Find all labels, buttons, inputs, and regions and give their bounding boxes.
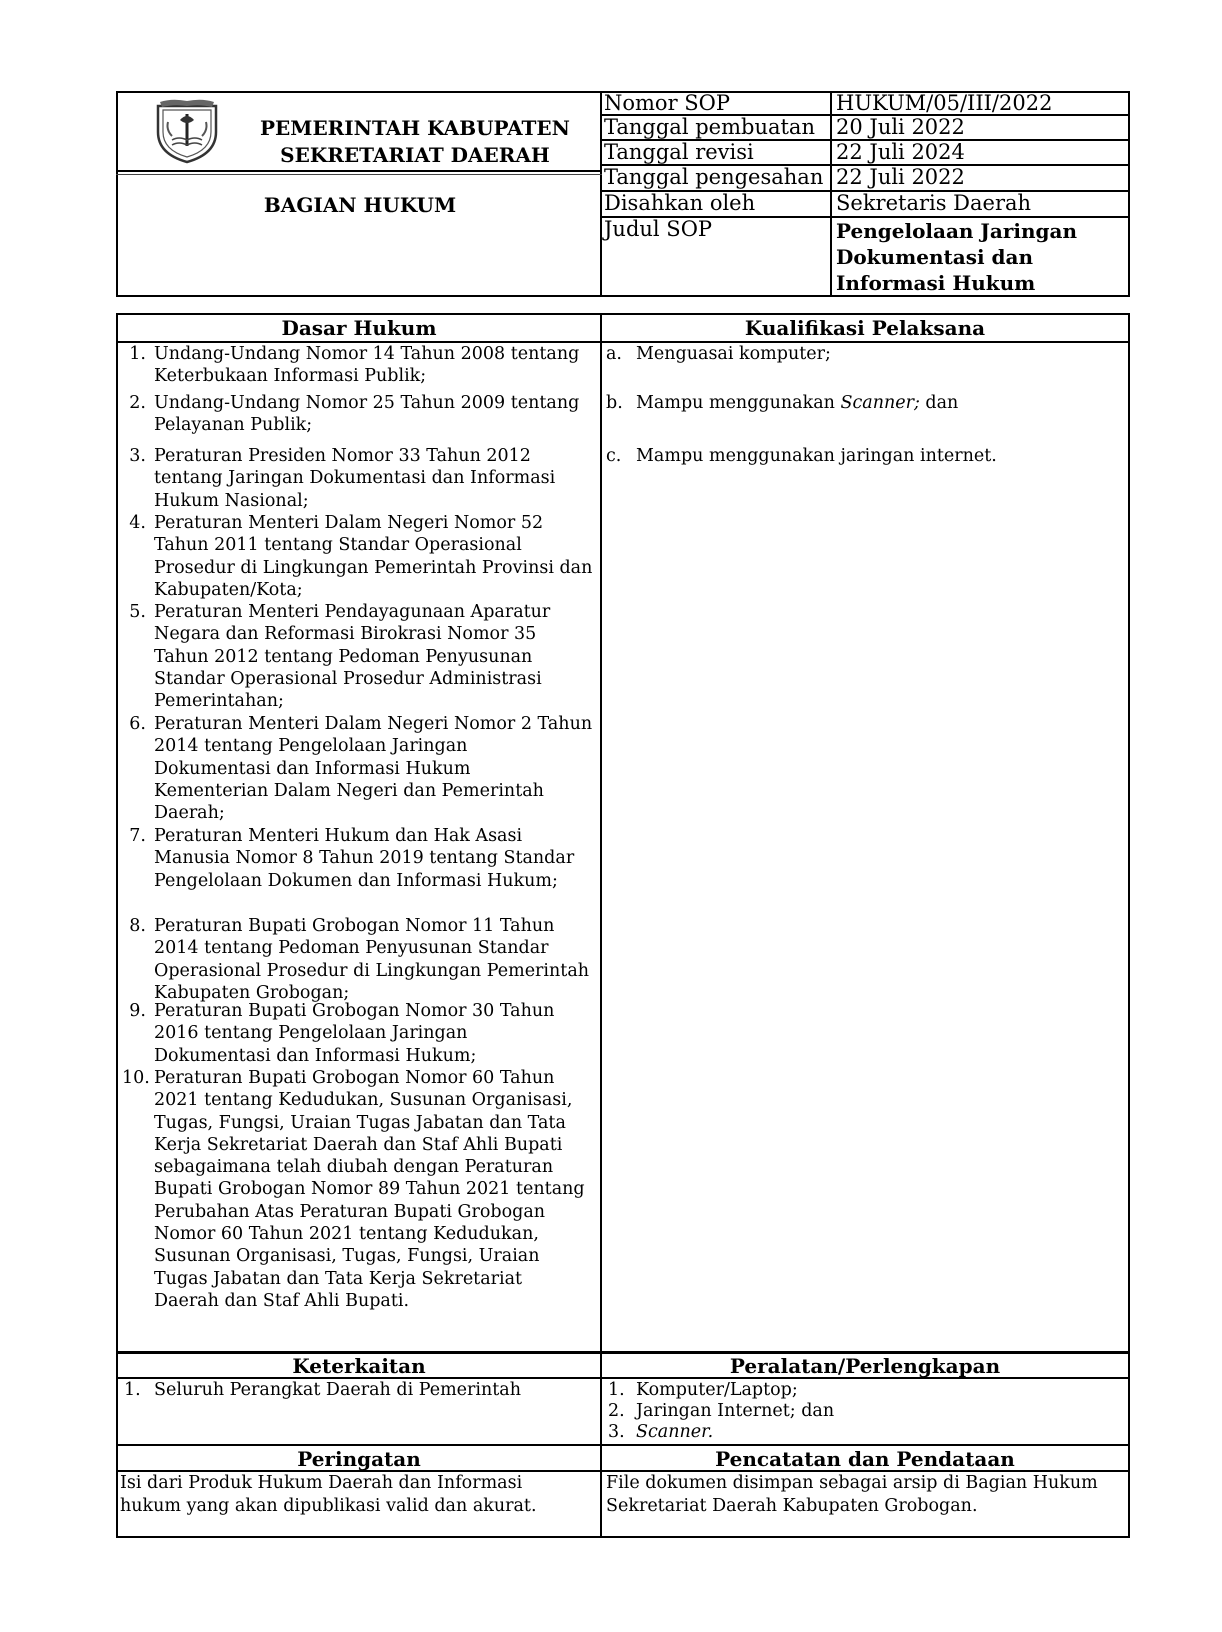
- item-text-after: dan: [919, 393, 959, 413]
- field-value-tanggal-revisi: 22 Juli 2024: [836, 140, 965, 164]
- section-title-dasar-hukum: Dasar Hukum: [281, 316, 437, 340]
- item-line: 2021 tentang Kedudukan, Susunan Organisasi,: [154, 1090, 573, 1111]
- unit-name: BAGIAN HUKUM: [263, 193, 457, 217]
- item-line: Peraturan Menteri Hukum dan Hak Asasi: [154, 826, 523, 846]
- item-text: Komputer/Laptop;: [636, 1380, 798, 1400]
- item-marker: 1.: [124, 1380, 141, 1400]
- dasar-hukum-item: [122, 445, 598, 512]
- item-text: Mampu menggunakan jaringan internet.: [636, 446, 997, 466]
- judul-line: Dokumentasi dan: [836, 245, 1034, 269]
- item-line: Nomor 60 Tahun 2021 tentang Kedudukan,: [154, 1224, 539, 1245]
- item-marker: 3.: [608, 1422, 625, 1442]
- item-line: Peraturan Bupati Grobogan Nomor 30 Tahun: [154, 1001, 555, 1021]
- section-title-keterkaitan: Keterkaitan: [292, 1354, 426, 1378]
- peringatan-text: [120, 1472, 598, 1517]
- field-value-disahkan-oleh: Sekretaris Daerah: [836, 191, 1032, 215]
- dasar-hukum-item: [122, 825, 598, 892]
- item-line: Kabupaten Grobogan;: [154, 982, 350, 1003]
- text-line: File dokumen disimpan sebagai arsip di Bagian Hukum: [606, 1473, 1098, 1493]
- section-title-peralatan: Peralatan/Perlengkapan: [729, 1354, 1001, 1378]
- item-line: Peraturan Presiden Nomor 33 Tahun 2012: [154, 446, 531, 466]
- item-text-before: Mampu menggunakan: [636, 393, 841, 413]
- item-line: Dokumentasi dan Informasi Hukum;: [154, 1045, 477, 1066]
- text-line: hukum yang akan dipublikasi valid dan akurat.: [120, 1495, 537, 1516]
- item-marker: 1.: [608, 1380, 625, 1400]
- item-text: Jaringan Internet; dan: [636, 1401, 835, 1421]
- item-number: 10.: [122, 1068, 150, 1088]
- item-line: Perubahan Atas Peraturan Bupati Grobogan: [154, 1201, 546, 1222]
- field-value-tanggal-pembuatan: 20 Juli 2022: [836, 115, 965, 139]
- header-separator: [116, 170, 602, 172]
- item-line: Hukum Nasional;: [154, 490, 309, 511]
- item-line: Standar Operasional Prosedur Administrasi: [154, 668, 542, 689]
- item-line: Susunan Organisasi, Tugas, Fungsi, Uraian: [154, 1246, 540, 1267]
- item-line: Dokumentasi dan Informasi Hukum: [154, 758, 471, 779]
- field-value-nomor-sop: HUKUM/05/III/2022: [836, 91, 1053, 115]
- item-number: 9.: [129, 1001, 146, 1021]
- dasar-hukum-item: [122, 512, 598, 601]
- item-number: 4.: [129, 513, 146, 533]
- item-number: 3.: [129, 446, 146, 466]
- item-line: Bupati Grobogan Nomor 89 Tahun 2021 tentang: [154, 1179, 585, 1200]
- item-line: sebagaimana telah diubah dengan Peraturan: [154, 1157, 554, 1178]
- field-label-judul-sop: Judul SOP: [604, 217, 713, 241]
- item-marker: a.: [606, 344, 622, 364]
- item-line: Peraturan Bupati Grobogan Nomor 11 Tahun: [154, 916, 555, 936]
- dasar-hukum-item: [122, 713, 598, 824]
- item-line: Manusia Nomor 8 Tahun 2019 tentang Standar: [154, 848, 575, 869]
- item-line: Peraturan Menteri Dalam Negeri Nomor 2 Tahun: [154, 714, 593, 734]
- item-line: Kabupaten/Kota;: [154, 579, 303, 600]
- item-marker: b.: [606, 393, 623, 413]
- field-value-tanggal-pengesahan: 22 Juli 2022: [836, 165, 965, 189]
- item-line: Daerah dan Staf Ahli Bupati.: [154, 1290, 410, 1311]
- item-line: Negara dan Reformasi Birokrasi Nomor 35: [154, 624, 537, 645]
- item-line: Peraturan Bupati Grobogan Nomor 60 Tahun: [154, 1068, 555, 1088]
- dasar-hukum-item: [122, 601, 598, 712]
- item-number: 1.: [129, 344, 146, 364]
- field-label-disahkan-oleh: Disahkan oleh: [604, 191, 756, 215]
- item-line: tentang Jaringan Dokumentasi dan Informasi: [154, 468, 556, 489]
- item-line: Prosedur di Lingkungan Pemerintah Provinsi dan: [154, 557, 593, 578]
- grobogan-coat-of-arms-icon: [152, 96, 222, 166]
- judul-line: Informasi Hukum: [836, 271, 1036, 295]
- header-divider: [600, 91, 602, 297]
- item-marker: c.: [606, 446, 622, 466]
- header-separator: [116, 174, 602, 175]
- item-line: Undang-Undang Nomor 25 Tahun 2009 tentang: [154, 393, 580, 413]
- header-divider: [830, 91, 832, 297]
- dasar-hukum-item: [122, 915, 598, 1004]
- item-number: 7.: [129, 826, 146, 846]
- item-line: Tugas, Fungsi, Uraian Tugas Jabatan dan Tata: [154, 1112, 566, 1133]
- item-number: 6.: [129, 714, 146, 734]
- text-line: Isi dari Produk Hukum Daerah dan Informasi: [120, 1473, 523, 1493]
- field-label-tanggal-pengesahan: Tanggal pengesahan: [604, 165, 824, 189]
- section-title-pencatatan: Pencatatan dan Pendataan: [715, 1447, 1015, 1471]
- item-line: Tahun 2012 tentang Pedoman Penyusunan: [154, 646, 533, 667]
- section-title-kualifikasi: Kualifikasi Pelaksana: [744, 316, 986, 340]
- item-line: Tugas Jabatan dan Tata Kerja Sekretariat: [154, 1268, 523, 1289]
- dasar-hukum-item: [122, 343, 598, 388]
- item-line: Undang-Undang Nomor 14 Tahun 2008 tentang: [154, 344, 580, 364]
- item-line: Peraturan Menteri Pendayagunaan Aparatur: [154, 602, 551, 622]
- section-title-peringatan: Peringatan: [297, 1447, 421, 1471]
- item-line: Operasional Prosedur di Lingkungan Pemerintah: [154, 960, 590, 981]
- item-text-italic: Scanner;: [840, 393, 920, 413]
- item-text: [636, 392, 958, 414]
- item-line: Kementerian Dalam Negeri dan Pemerintah: [154, 780, 544, 801]
- org-name-line2: SEKRETARIAT DAERAH: [280, 143, 550, 167]
- item-line: Keterbukaan Informasi Publik;: [154, 366, 427, 387]
- item-number: 5.: [129, 602, 146, 622]
- item-number: 8.: [129, 916, 146, 936]
- item-text: Scanner.: [636, 1422, 714, 1442]
- text-line: Sekretariat Daerah Kabupaten Grobogan.: [606, 1495, 978, 1516]
- dasar-hukum-item: [122, 1067, 598, 1312]
- item-line: Peraturan Menteri Dalam Negeri Nomor 52: [154, 513, 544, 533]
- item-line: 2016 tentang Pengelolaan Jaringan: [154, 1023, 468, 1044]
- item-line: 2014 tentang Pedoman Penyusunan Standar: [154, 938, 549, 959]
- item-line: 2014 tentang Pengelolaan Jaringan: [154, 736, 468, 757]
- item-line: Pemerintahan;: [154, 691, 284, 712]
- item-line: Kerja Sekretariat Daerah dan Staf Ahli Bupati: [154, 1134, 563, 1155]
- item-line: Pengelolaan Dokumen dan Informasi Hukum;: [154, 870, 558, 891]
- judul-line: Pengelolaan Jaringan: [836, 219, 1078, 243]
- dasar-hukum-item: [122, 1000, 598, 1067]
- dasar-hukum-item: [122, 392, 598, 437]
- item-line: Tahun 2011 tentang Standar Operasional: [154, 535, 522, 556]
- field-label-tanggal-revisi: Tanggal revisi: [604, 140, 754, 164]
- item-number: 2.: [129, 393, 146, 413]
- item-text: Seluruh Perangkat Daerah di Pemerintah: [154, 1380, 522, 1400]
- field-label-tanggal-pembuatan: Tanggal pembuatan: [604, 115, 815, 139]
- org-name-line1: PEMERINTAH KABUPATEN: [260, 116, 570, 140]
- item-line: Daerah;: [154, 803, 225, 824]
- item-marker: 2.: [608, 1401, 625, 1421]
- pencatatan-text: [606, 1472, 1126, 1517]
- item-line: Pelayanan Publik;: [154, 415, 313, 436]
- item-text: Menguasai komputer;: [636, 344, 831, 364]
- field-value-judul-sop: [836, 218, 1077, 296]
- field-label-nomor-sop: Nomor SOP: [604, 91, 731, 115]
